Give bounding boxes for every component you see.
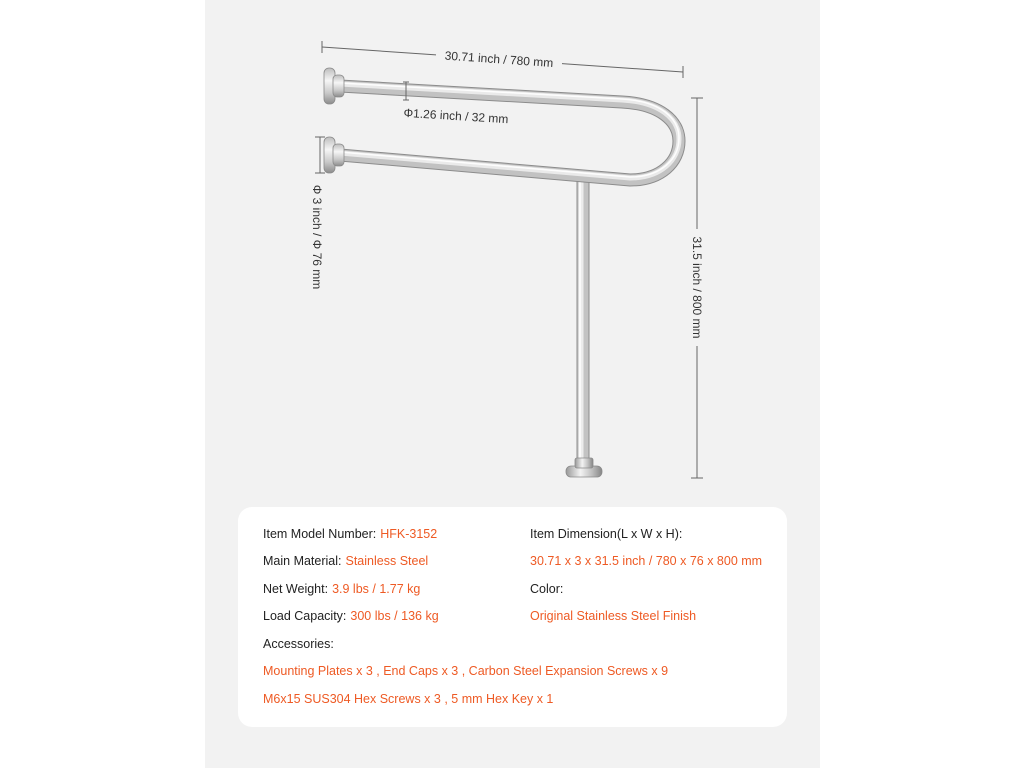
load-capacity-row <box>263 608 439 624</box>
lower-wall-flange <box>324 137 344 173</box>
flange-diameter-dimension <box>315 137 325 173</box>
tube-diameter-label: Φ1.26 inch / 32 mm <box>403 105 509 127</box>
length-label: 30.71 inch / 780 mm <box>444 48 554 71</box>
color-label: Color: <box>530 582 564 596</box>
model-number-label: Item Model Number: <box>263 527 377 541</box>
model-number-value: HFK-3152 <box>380 527 438 541</box>
color-value: Original Stainless Steel Finish <box>530 609 697 623</box>
u-shaped-grab-bar <box>340 83 679 180</box>
floor-flange <box>566 458 602 477</box>
accessories-line-2: M6x15 SUS304 Hex Screws x 3 , 5 mm Hex Key x 1 <box>263 692 554 706</box>
upper-wall-flange <box>324 68 344 104</box>
height-label: 31.5 inch / 800 mm <box>690 236 704 339</box>
net-weight-value: 3.9 lbs / 1.77 kg <box>332 582 421 596</box>
load-capacity-value: 300 lbs / 136 kg <box>350 609 439 623</box>
accessories-line-1: Mounting Plates x 3 , End Caps x 3 , Carbon Steel Expansion Screws x 9 <box>263 664 669 678</box>
load-capacity-label: Load Capacity: <box>263 609 347 623</box>
vertical-support-leg <box>580 176 583 462</box>
material-label: Main Material: <box>263 554 342 568</box>
item-dimension-value: 30.71 x 3 x 31.5 inch / 780 x 76 x 800 mm <box>530 554 763 568</box>
item-dimension-label: Item Dimension(L x W x H): <box>530 527 683 541</box>
accessories-label: Accessories: <box>263 637 334 651</box>
spec-card <box>238 507 787 727</box>
material-row <box>263 553 428 569</box>
model-number-row <box>263 526 437 542</box>
net-weight-label: Net Weight: <box>263 582 329 596</box>
flange-diameter-label: Φ 3 inch / Φ 76 mm <box>310 184 324 290</box>
material-value: Stainless Steel <box>345 554 429 568</box>
net-weight-row <box>263 581 420 597</box>
